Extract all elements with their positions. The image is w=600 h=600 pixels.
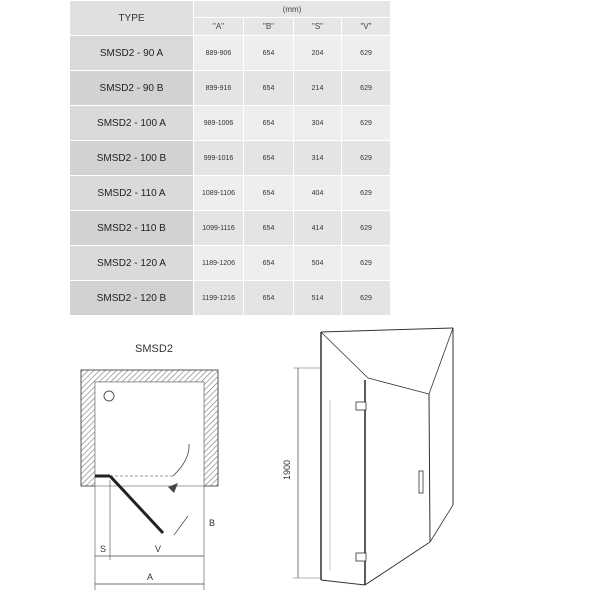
dimension-v-label: V xyxy=(154,544,162,554)
model-cell: SMSD2 - 90 A xyxy=(70,36,194,71)
lower-hinge xyxy=(356,553,366,561)
value-cell: 989-1006 xyxy=(194,106,244,141)
value-cell: 629 xyxy=(342,71,391,106)
value-cell: 629 xyxy=(342,176,391,211)
front-right-edge xyxy=(429,394,430,542)
dimension-b-label: B xyxy=(208,518,216,528)
top-right-edge xyxy=(429,328,453,394)
value-cell: 1099-1116 xyxy=(194,211,244,246)
diagonal-edge xyxy=(321,332,368,378)
value-cell: 654 xyxy=(244,36,294,71)
value-cell: 654 xyxy=(244,246,294,281)
elevation-view xyxy=(321,328,453,585)
dimension-s-label: S xyxy=(99,544,107,554)
bottom-left-edge xyxy=(321,580,365,585)
model-cell: SMSD2 - 110 B xyxy=(70,211,194,246)
value-cell: 504 xyxy=(294,246,342,281)
dimension-b-line xyxy=(174,516,188,535)
value-cell: 629 xyxy=(342,246,391,281)
dimension-a-label: A xyxy=(146,572,154,582)
door-handle-icon xyxy=(419,471,423,493)
type-header: TYPE xyxy=(70,1,194,36)
value-cell: 1189-1206 xyxy=(194,246,244,281)
model-cell: SMSD2 - 120 B xyxy=(70,281,194,316)
value-cell: 1089-1106 xyxy=(194,176,244,211)
value-cell: 629 xyxy=(342,211,391,246)
column-header-v: "V" xyxy=(342,18,391,36)
value-cell: 654 xyxy=(244,71,294,106)
value-cell: 629 xyxy=(342,106,391,141)
bottom-front-edge xyxy=(365,542,430,585)
value-cell: 204 xyxy=(294,36,342,71)
value-cell: 629 xyxy=(342,36,391,71)
value-cell: 629 xyxy=(342,141,391,176)
value-cell: 654 xyxy=(244,211,294,246)
value-cell: 629 xyxy=(342,281,391,316)
column-header-a: "A" xyxy=(194,18,244,36)
inner-top-edge xyxy=(368,378,429,394)
model-cell: SMSD2 - 120 A xyxy=(70,246,194,281)
height-label: 1900 xyxy=(282,459,292,481)
bottom-right-edge xyxy=(430,505,453,542)
value-cell: 214 xyxy=(294,71,342,106)
upper-hinge xyxy=(356,402,366,410)
plan-title: SMSD2 xyxy=(135,343,173,355)
drain-icon xyxy=(104,391,114,401)
value-cell: 1199-1216 xyxy=(194,281,244,316)
height-dimension xyxy=(282,368,320,578)
value-cell: 654 xyxy=(244,176,294,211)
value-cell: 654 xyxy=(244,281,294,316)
model-cell: SMSD2 - 90 B xyxy=(70,71,194,106)
value-cell: 654 xyxy=(244,141,294,176)
value-cell: 899-916 xyxy=(194,71,244,106)
value-cell: 654 xyxy=(244,106,294,141)
plan-view xyxy=(81,343,218,590)
value-cell: 404 xyxy=(294,176,342,211)
unit-header: (mm) xyxy=(194,1,391,18)
model-cell: SMSD2 - 110 A xyxy=(70,176,194,211)
column-header-b: "B" xyxy=(244,18,294,36)
value-cell: 414 xyxy=(294,211,342,246)
column-header-s: "S" xyxy=(294,18,342,36)
value-cell: 999-1016 xyxy=(194,141,244,176)
value-cell: 314 xyxy=(294,141,342,176)
top-back-edge xyxy=(321,328,453,332)
model-cell: SMSD2 - 100 B xyxy=(70,141,194,176)
value-cell: 889-906 xyxy=(194,36,244,71)
value-cell: 514 xyxy=(294,281,342,316)
model-cell: SMSD2 - 100 A xyxy=(70,106,194,141)
value-cell: 304 xyxy=(294,106,342,141)
